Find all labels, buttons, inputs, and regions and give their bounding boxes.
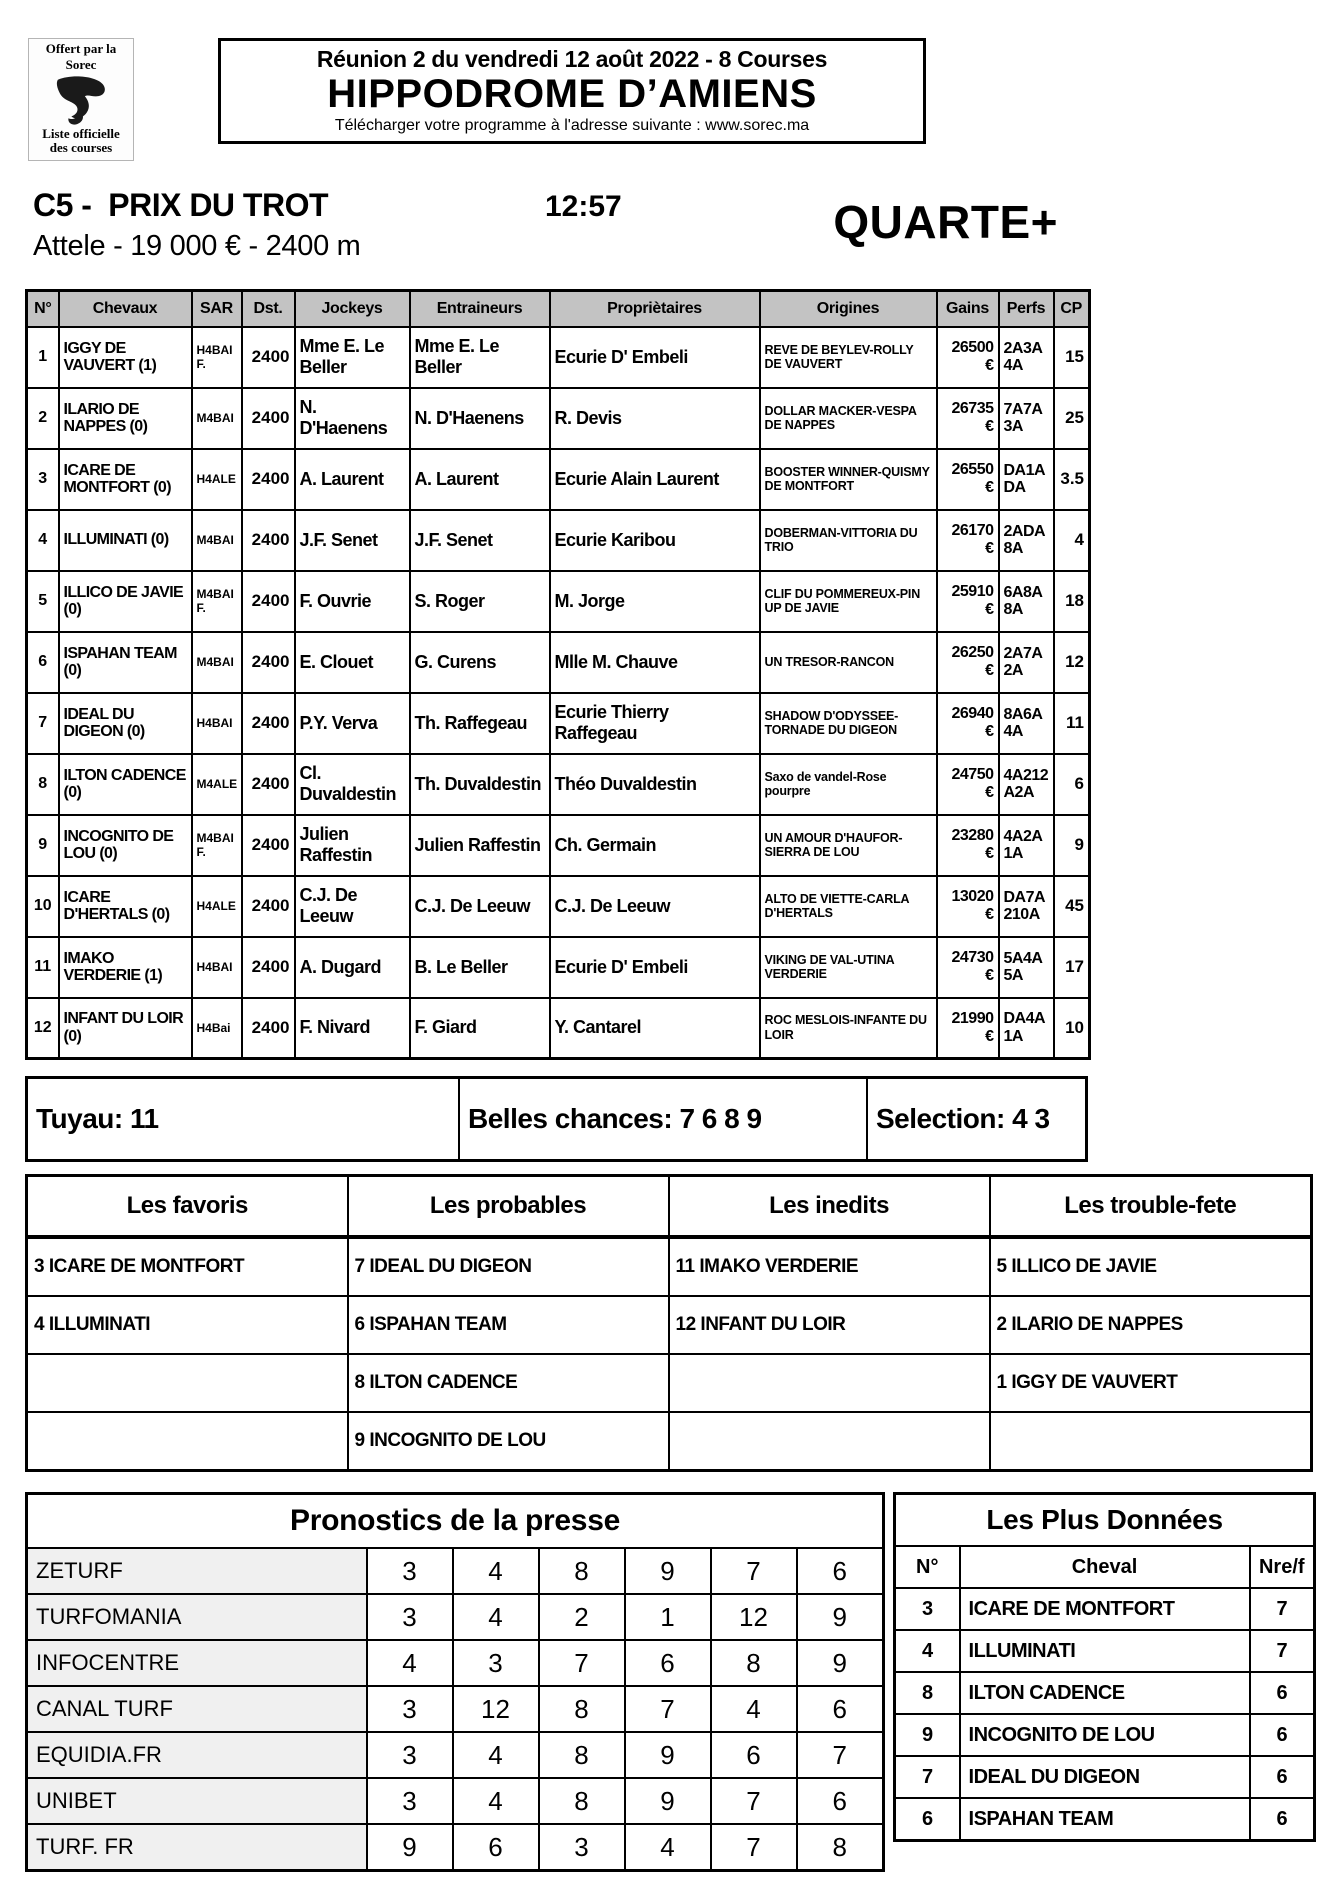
press-row xyxy=(27,1640,884,1686)
press-pick-number: 6 xyxy=(453,1824,539,1871)
runner-row xyxy=(27,998,1090,1059)
picks-entry xyxy=(669,1412,990,1471)
most-given-horse-number: 3 xyxy=(895,1588,960,1630)
runner-owner: Ch. Germain xyxy=(550,815,760,876)
runner-trainer: Th. Raffegeau xyxy=(410,693,550,754)
runner-cp: 11 xyxy=(1054,693,1090,754)
runner-trainer: J.F. Senet xyxy=(410,510,550,571)
runner-trainer: C.J. De Leeuw xyxy=(410,876,550,937)
press-pick-number: 8 xyxy=(539,1548,625,1594)
runner-sar: H4BAI xyxy=(192,937,242,998)
header-gains: Gains xyxy=(937,290,999,327)
runner-row xyxy=(27,632,1090,693)
press-pick-number: 4 xyxy=(711,1686,797,1732)
runner-owner: R. Devis xyxy=(550,388,760,449)
press-pick-number: 3 xyxy=(367,1732,453,1778)
runner-origins: DOLLAR MACKER-VESPA DE NAPPES xyxy=(760,388,937,449)
runner-sar: H4BAI xyxy=(192,693,242,754)
runner-row xyxy=(27,449,1090,510)
runner-horse: IGGY DE VAUVERT (1) xyxy=(59,327,192,388)
download-line: Télécharger votre programme à l'adresse suivante : www.sorec.ma xyxy=(334,117,810,134)
most-given-row xyxy=(895,1714,1315,1756)
press-predictions-table xyxy=(25,1492,885,1872)
runner-num: 4 xyxy=(27,510,59,571)
runner-cp: 12 xyxy=(1054,632,1090,693)
picks-entry xyxy=(990,1412,1312,1471)
runner-sar: M4BAI F. xyxy=(192,815,242,876)
runner-horse: INCOGNITO DE LOU (0) xyxy=(59,815,192,876)
runner-perfs: 6A8A8A xyxy=(999,571,1054,632)
bet-type-label: QUARTE+ xyxy=(833,195,1058,248)
picks-entry: 5 ILLICO DE JAVIE xyxy=(990,1237,1312,1296)
press-pick-number: 3 xyxy=(367,1548,453,1594)
mg-header-cheval: Cheval xyxy=(960,1546,1250,1588)
runner-origins: ROC MESLOIS-INFANTE DU LOIR xyxy=(760,998,937,1059)
runner-origins: CLIF DU POMMEREUX-PIN UP DE JAVIE xyxy=(760,571,937,632)
runner-dst: 2400 xyxy=(242,327,295,388)
most-given-row xyxy=(895,1756,1315,1798)
header-probables: Les probables xyxy=(348,1176,669,1238)
press-pick-number: 4 xyxy=(453,1594,539,1640)
runner-jockey: A. Laurent xyxy=(295,449,410,510)
press-pick-number: 4 xyxy=(453,1778,539,1824)
picks-entry: 8 ILTON CADENCE xyxy=(348,1354,669,1412)
runner-num: 3 xyxy=(27,449,59,510)
runner-gains: 26250 € xyxy=(937,632,999,693)
header-favoris: Les favoris xyxy=(27,1176,348,1238)
press-outlet-name: INFOCENTRE xyxy=(27,1640,367,1686)
most-given-title-row xyxy=(895,1494,1315,1547)
header-trouble-fete: Les trouble-fete xyxy=(990,1176,1312,1238)
runner-row xyxy=(27,876,1090,937)
mg-header-num: N° xyxy=(895,1546,960,1588)
press-row xyxy=(27,1594,884,1640)
runner-dst: 2400 xyxy=(242,998,295,1059)
runner-dst: 2400 xyxy=(242,388,295,449)
runner-dst: 2400 xyxy=(242,876,295,937)
runner-cp: 3.5 xyxy=(1054,449,1090,510)
press-pick-number: 9 xyxy=(367,1824,453,1871)
bottom-section xyxy=(25,1492,1330,1872)
header-dst: Dst. xyxy=(242,290,295,327)
picks-entry: 12 INFANT DU LOIR xyxy=(669,1296,990,1354)
runner-cp: 25 xyxy=(1054,388,1090,449)
tip-belles-chances: Belles chances: 7 6 8 9 xyxy=(460,1079,868,1159)
runners-header-row xyxy=(27,290,1090,327)
runner-horse: ICARE D'HERTALS (0) xyxy=(59,876,192,937)
press-pick-number: 2 xyxy=(539,1594,625,1640)
press-outlet-name: EQUIDIA.FR xyxy=(27,1732,367,1778)
race-header xyxy=(33,187,1330,279)
runner-trainer: G. Curens xyxy=(410,632,550,693)
runner-perfs: 2A7A2A xyxy=(999,632,1054,693)
most-given-row xyxy=(895,1798,1315,1841)
runner-owner: Y. Cantarel xyxy=(550,998,760,1059)
runner-perfs: 8A6A4A xyxy=(999,693,1054,754)
most-given-horse-number: 7 xyxy=(895,1756,960,1798)
most-given-title: Les Plus Données xyxy=(895,1494,1315,1547)
press-pick-number: 3 xyxy=(367,1686,453,1732)
runner-jockey: F. Nivard xyxy=(295,998,410,1059)
runner-cp: 45 xyxy=(1054,876,1090,937)
header-horse: Chevaux xyxy=(59,290,192,327)
runner-owner: Ecurie Alain Laurent xyxy=(550,449,760,510)
most-given-count: 6 xyxy=(1250,1756,1315,1798)
runner-sar: M4BAI xyxy=(192,388,242,449)
runner-num: 1 xyxy=(27,327,59,388)
runner-cp: 9 xyxy=(1054,815,1090,876)
runner-perfs: DA1ADA xyxy=(999,449,1054,510)
runner-jockey: Cl. Duvaldestin xyxy=(295,754,410,815)
press-pick-number: 9 xyxy=(625,1778,711,1824)
runner-horse: ILLUMINATI (0) xyxy=(59,510,192,571)
runner-gains: 23280 € xyxy=(937,815,999,876)
press-pick-number: 7 xyxy=(711,1778,797,1824)
runner-perfs: DA7A210A xyxy=(999,876,1054,937)
most-given-horse-name: INCOGNITO DE LOU xyxy=(960,1714,1250,1756)
runner-trainer: Julien Raffestin xyxy=(410,815,550,876)
most-given-row xyxy=(895,1588,1315,1630)
picks-row xyxy=(27,1296,1312,1354)
picks-entry: 6 ISPAHAN TEAM xyxy=(348,1296,669,1354)
most-given-horse-number: 9 xyxy=(895,1714,960,1756)
press-row xyxy=(27,1686,884,1732)
press-pick-number: 12 xyxy=(453,1686,539,1732)
runner-origins: BOOSTER WINNER-QUISMY DE MONTFORT xyxy=(760,449,937,510)
runner-origins: ALTO DE VIETTE-CARLA D'HERTALS xyxy=(760,876,937,937)
runner-row xyxy=(27,815,1090,876)
runner-gains: 26170 € xyxy=(937,510,999,571)
runner-origins: DOBERMAN-VITTORIA DU TRIO xyxy=(760,510,937,571)
runner-cp: 10 xyxy=(1054,998,1090,1059)
picks-row xyxy=(27,1237,1312,1296)
header-num: N° xyxy=(27,290,59,327)
press-pick-number: 6 xyxy=(711,1732,797,1778)
runner-gains: 26940 € xyxy=(937,693,999,754)
most-given-horse-name: ICARE DE MONTFORT xyxy=(960,1588,1250,1630)
press-outlet-name: TURFOMANIA xyxy=(27,1594,367,1640)
runner-trainer: N. D'Haenens xyxy=(410,388,550,449)
runner-sar: M4BAI xyxy=(192,632,242,693)
header-origins: Origines xyxy=(760,290,937,327)
press-outlet-name: UNIBET xyxy=(27,1778,367,1824)
most-given-table xyxy=(893,1492,1316,1842)
press-pick-number: 6 xyxy=(797,1778,884,1824)
runner-num: 9 xyxy=(27,815,59,876)
runner-trainer: F. Giard xyxy=(410,998,550,1059)
runner-num: 6 xyxy=(27,632,59,693)
press-pick-number: 3 xyxy=(367,1594,453,1640)
runners-table xyxy=(25,289,1091,1061)
press-row xyxy=(27,1548,884,1594)
runner-perfs: 2ADA8A xyxy=(999,510,1054,571)
runner-trainer: Mme E. Le Beller xyxy=(410,327,550,388)
tips-bar xyxy=(25,1076,1088,1162)
press-pick-number: 9 xyxy=(797,1640,884,1686)
press-pick-number: 9 xyxy=(625,1732,711,1778)
most-given-horse-number: 6 xyxy=(895,1798,960,1841)
runner-origins: Saxo de vandel-Rose pourpre xyxy=(760,754,937,815)
runner-row xyxy=(27,754,1090,815)
press-pick-number: 7 xyxy=(797,1732,884,1778)
runner-row xyxy=(27,693,1090,754)
runner-sar: M4ALE xyxy=(192,754,242,815)
runner-gains: 24730 € xyxy=(937,937,999,998)
press-pick-number: 7 xyxy=(539,1640,625,1686)
most-given-count: 7 xyxy=(1250,1588,1315,1630)
press-row xyxy=(27,1824,884,1871)
runner-horse: INFANT DU LOIR (0) xyxy=(59,998,192,1059)
runner-owner: Théo Duvaldestin xyxy=(550,754,760,815)
race-time: 12:57 xyxy=(545,189,622,223)
runner-num: 10 xyxy=(27,876,59,937)
runner-jockey: J.F. Senet xyxy=(295,510,410,571)
runner-sar: H4ALE xyxy=(192,449,242,510)
runner-owner: Ecurie D' Embeli xyxy=(550,327,760,388)
press-outlet-name: CANAL TURF xyxy=(27,1686,367,1732)
header-sar: SAR xyxy=(192,290,242,327)
picks-entry xyxy=(669,1354,990,1412)
most-given-horse-name: ILLUMINATI xyxy=(960,1630,1250,1672)
press-pick-number: 8 xyxy=(539,1732,625,1778)
runner-sar: M4BAI xyxy=(192,510,242,571)
picks-entry: 7 IDEAL DU DIGEON xyxy=(348,1237,669,1296)
runner-perfs: 4A2A1A xyxy=(999,815,1054,876)
header-inedits: Les inedits xyxy=(669,1176,990,1238)
runner-perfs: 2A3A4A xyxy=(999,327,1054,388)
meeting-banner xyxy=(218,38,926,144)
runner-row xyxy=(27,510,1090,571)
race-title: C5 - PRIX DU TROT xyxy=(33,186,329,223)
most-given-count: 6 xyxy=(1250,1798,1315,1841)
runner-num: 8 xyxy=(27,754,59,815)
most-given-row xyxy=(895,1630,1315,1672)
press-pick-number: 12 xyxy=(711,1594,797,1640)
press-row xyxy=(27,1778,884,1824)
runner-gains: 26550 € xyxy=(937,449,999,510)
press-pick-number: 8 xyxy=(539,1686,625,1732)
runner-cp: 15 xyxy=(1054,327,1090,388)
press-pick-number: 3 xyxy=(367,1778,453,1824)
runner-trainer: S. Roger xyxy=(410,571,550,632)
most-given-horse-number: 4 xyxy=(895,1630,960,1672)
runner-perfs: 5A4A5A xyxy=(999,937,1054,998)
press-pick-number: 8 xyxy=(711,1640,797,1686)
runner-cp: 4 xyxy=(1054,510,1090,571)
runner-trainer: A. Laurent xyxy=(410,449,550,510)
logo-bottom-line2: des courses xyxy=(49,140,113,156)
picks-entry: 3 ICARE DE MONTFORT xyxy=(27,1237,348,1296)
runner-horse: ICARE DE MONTFORT (0) xyxy=(59,449,192,510)
press-pick-number: 3 xyxy=(453,1640,539,1686)
tip-tuyau: Tuyau: 11 xyxy=(28,1079,460,1159)
runner-dst: 2400 xyxy=(242,937,295,998)
press-pick-number: 8 xyxy=(797,1824,884,1871)
picks-entry xyxy=(27,1412,348,1471)
picks-entry xyxy=(27,1354,348,1412)
runner-cp: 6 xyxy=(1054,754,1090,815)
press-pick-number: 8 xyxy=(539,1778,625,1824)
runner-perfs: 7A7A3A xyxy=(999,388,1054,449)
runner-row xyxy=(27,388,1090,449)
picks-entry: 9 INCOGNITO DE LOU xyxy=(348,1412,669,1471)
runner-num: 2 xyxy=(27,388,59,449)
runner-horse: IMAKO VERDERIE (1) xyxy=(59,937,192,998)
press-pick-number: 9 xyxy=(625,1548,711,1594)
press-pick-number: 6 xyxy=(797,1548,884,1594)
most-given-horse-number: 8 xyxy=(895,1672,960,1714)
most-given-header-row xyxy=(895,1546,1315,1588)
press-outlet-name: ZETURF xyxy=(27,1548,367,1594)
press-pick-number: 4 xyxy=(625,1824,711,1871)
runner-jockey: F. Ouvrie xyxy=(295,571,410,632)
runner-origins: VIKING DE VAL-UTINA VERDERIE xyxy=(760,937,937,998)
press-pick-number: 4 xyxy=(453,1548,539,1594)
runner-sar: H4ALE xyxy=(192,876,242,937)
runner-num: 7 xyxy=(27,693,59,754)
header-jockey: Jockeys xyxy=(295,290,410,327)
runner-cp: 17 xyxy=(1054,937,1090,998)
runner-owner: Ecurie D' Embeli xyxy=(550,937,760,998)
logo-bottom-line1: Liste officielle xyxy=(42,126,120,141)
header-perfs: Perfs xyxy=(999,290,1054,327)
most-given-count: 6 xyxy=(1250,1672,1315,1714)
runner-owner: Ecurie Thierry Raffegeau xyxy=(550,693,760,754)
runner-dst: 2400 xyxy=(242,693,295,754)
runner-gains: 26735 € xyxy=(937,388,999,449)
runner-jockey: Julien Raffestin xyxy=(295,815,410,876)
press-pick-number: 7 xyxy=(711,1548,797,1594)
runner-jockey: Mme E. Le Beller xyxy=(295,327,410,388)
runner-dst: 2400 xyxy=(242,571,295,632)
runner-jockey: C.J. De Leeuw xyxy=(295,876,410,937)
most-given-horse-name: ISPAHAN TEAM xyxy=(960,1798,1250,1841)
runner-jockey: E. Clouet xyxy=(295,632,410,693)
runner-jockey: P.Y. Verva xyxy=(295,693,410,754)
press-pick-number: 7 xyxy=(625,1686,711,1732)
picks-header-row xyxy=(27,1176,1312,1238)
race-conditions: Attele - 19 000 € - 2400 m xyxy=(33,229,361,262)
runner-gains: 24750 € xyxy=(937,754,999,815)
runner-dst: 2400 xyxy=(242,449,295,510)
runner-gains: 25910 € xyxy=(937,571,999,632)
press-row xyxy=(27,1732,884,1778)
press-outlet-name: TURF. FR xyxy=(27,1824,367,1871)
picks-table xyxy=(25,1174,1313,1472)
press-pick-number: 1 xyxy=(625,1594,711,1640)
runner-owner: M. Jorge xyxy=(550,571,760,632)
most-given-count: 7 xyxy=(1250,1630,1315,1672)
runner-horse: ILLICO DE JAVIE (0) xyxy=(59,571,192,632)
most-given-row xyxy=(895,1672,1315,1714)
runner-horse: ILTON CADENCE (0) xyxy=(59,754,192,815)
header-cp: CP xyxy=(1054,290,1090,327)
most-given-horse-name: IDEAL DU DIGEON xyxy=(960,1756,1250,1798)
picks-entry: 11 IMAKO VERDERIE xyxy=(669,1237,990,1296)
picks-entry: 4 ILLUMINATI xyxy=(27,1296,348,1354)
press-pick-number: 4 xyxy=(453,1732,539,1778)
picks-row xyxy=(27,1354,1312,1412)
runner-dst: 2400 xyxy=(242,632,295,693)
logo-bottom-text xyxy=(29,127,133,156)
runner-row xyxy=(27,571,1090,632)
runner-horse: ILARIO DE NAPPES (0) xyxy=(59,388,192,449)
press-pick-number: 3 xyxy=(539,1824,625,1871)
runner-perfs: DA4A1A xyxy=(999,998,1054,1059)
most-given-horse-name: ILTON CADENCE xyxy=(960,1672,1250,1714)
runner-origins: UN TRESOR-RANCON xyxy=(760,632,937,693)
runner-horse: ISPAHAN TEAM (0) xyxy=(59,632,192,693)
press-pick-number: 9 xyxy=(797,1594,884,1640)
runner-dst: 2400 xyxy=(242,754,295,815)
runner-origins: UN AMOUR D'HAUFOR-SIERRA DE LOU xyxy=(760,815,937,876)
most-given-count: 6 xyxy=(1250,1714,1315,1756)
runner-gains: 21990 € xyxy=(937,998,999,1059)
runner-num: 11 xyxy=(27,937,59,998)
page-header xyxy=(28,38,1330,161)
runner-cp: 18 xyxy=(1054,571,1090,632)
runner-owner: Mlle M. Chauve xyxy=(550,632,760,693)
runner-origins: SHADOW D'ODYSSEE-TORNADE DU DIGEON xyxy=(760,693,937,754)
runner-owner: Ecurie Karibou xyxy=(550,510,760,571)
runner-trainer: Th. Duvaldestin xyxy=(410,754,550,815)
logo-top-text: Offert par la Sorec xyxy=(45,41,117,72)
hippodrome-title: HIPPODROME D’AMIENS xyxy=(327,72,817,116)
runner-num: 12 xyxy=(27,998,59,1059)
press-pick-number: 6 xyxy=(625,1640,711,1686)
runner-row xyxy=(27,327,1090,388)
runner-horse: IDEAL DU DIGEON (0) xyxy=(59,693,192,754)
runner-jockey: N. D'Haenens xyxy=(295,388,410,449)
runner-dst: 2400 xyxy=(242,510,295,571)
header-trainer: Entraineurs xyxy=(410,290,550,327)
mg-header-nref: Nre/f xyxy=(1250,1546,1315,1588)
meeting-line: Réunion 2 du vendredi 12 août 2022 - 8 Courses xyxy=(316,46,828,72)
runner-num: 5 xyxy=(27,571,59,632)
press-pick-number: 4 xyxy=(367,1640,453,1686)
header-owner: Propriètaires xyxy=(550,290,760,327)
press-pick-number: 6 xyxy=(797,1686,884,1732)
runner-sar: M4BAI F. xyxy=(192,571,242,632)
runner-sar: H4BAI F. xyxy=(192,327,242,388)
picks-entry: 2 ILARIO DE NAPPES xyxy=(990,1296,1312,1354)
runner-origins: REVE DE BEYLEV-ROLLY DE VAUVERT xyxy=(760,327,937,388)
tip-selection: Selection: 4 3 xyxy=(876,1103,1050,1135)
press-title-row xyxy=(27,1494,884,1549)
picks-row xyxy=(27,1412,1312,1471)
horse-logo-icon xyxy=(29,74,133,126)
runner-sar: H4Bai xyxy=(192,998,242,1059)
runner-dst: 2400 xyxy=(242,815,295,876)
sorec-logo xyxy=(28,38,134,161)
runner-perfs: 4A212A2A xyxy=(999,754,1054,815)
runner-jockey: A. Dugard xyxy=(295,937,410,998)
runner-row xyxy=(27,937,1090,998)
press-title: Pronostics de la presse xyxy=(27,1494,884,1549)
runner-gains: 13020 € xyxy=(937,876,999,937)
runner-trainer: B. Le Beller xyxy=(410,937,550,998)
picks-entry: 1 IGGY DE VAUVERT xyxy=(990,1354,1312,1412)
runner-owner: C.J. De Leeuw xyxy=(550,876,760,937)
runner-gains: 26500 € xyxy=(937,327,999,388)
press-pick-number: 7 xyxy=(711,1824,797,1871)
